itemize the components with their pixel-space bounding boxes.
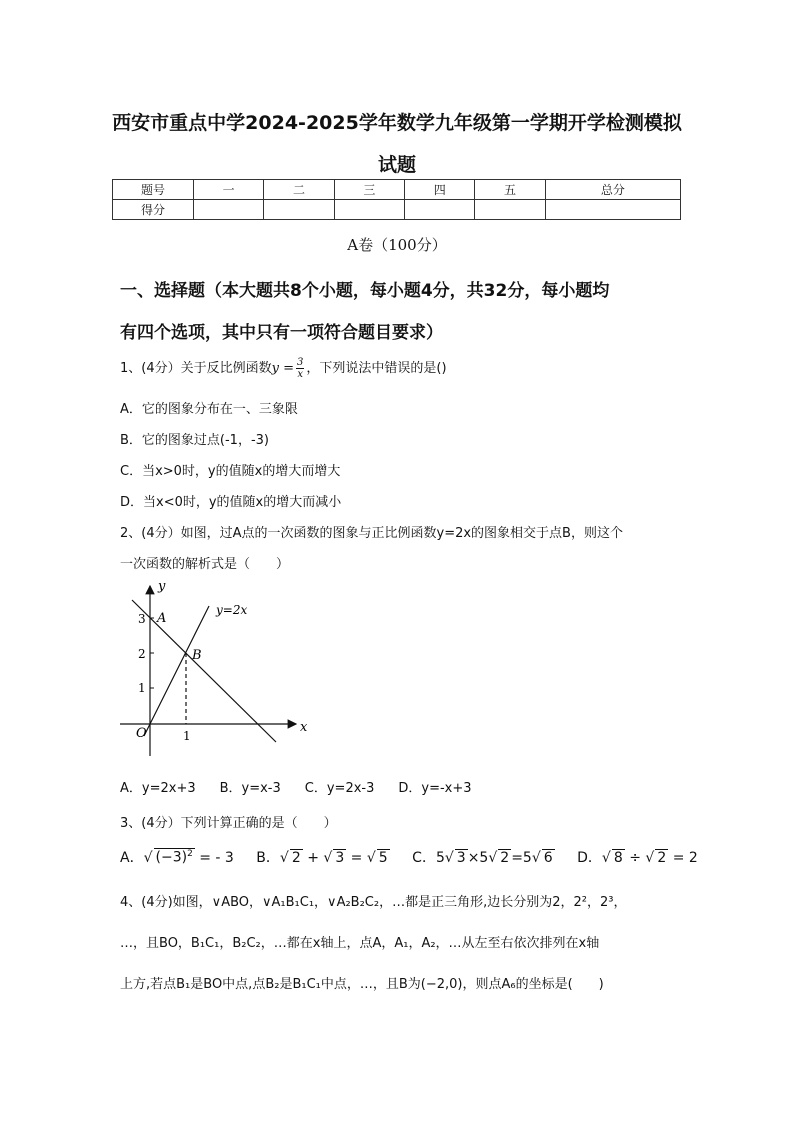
exam-title-line1: 西安市重点中学2024-2025学年数学九年级第一学期开学检测模拟: [112, 112, 682, 134]
tick-y-label: 1: [138, 681, 146, 695]
q1-frac-num: 3: [297, 357, 304, 368]
origin-label: O: [136, 726, 147, 741]
q3-c-radicand-3: 6: [543, 850, 553, 866]
q2-option-c[interactable]: C．y=2x-3: [304, 781, 375, 796]
tick-y-label: 2: [138, 647, 146, 661]
q4-stem-line2: …，且BO，B₁C₁，B₂C₂，…都在x轴上，点A，A₁，A₂，…从左至右依次排列在x轴: [120, 936, 600, 951]
score-cell[interactable]: [475, 200, 545, 220]
q3-d-eq: = 2: [672, 850, 698, 866]
q1-prefix: 1、(4分）关于反比例函数: [120, 361, 272, 376]
q3-a-exponent: 2: [187, 849, 193, 860]
score-cell[interactable]: [334, 200, 404, 220]
score-row-label: 得分: [113, 200, 194, 220]
score-cell[interactable]: [545, 200, 680, 220]
tick-y-label: 3: [138, 612, 146, 626]
score-cell[interactable]: [194, 200, 264, 220]
q3-d-radicand-2: 2: [657, 850, 667, 866]
exam-title-line2: 试题: [377, 154, 416, 176]
y-axis-label: y: [158, 579, 166, 594]
q3-d-radicand-1: 8: [613, 850, 623, 866]
q3-c-mid: ×5: [467, 850, 489, 866]
q3-options: [120, 847, 698, 867]
q1-frac-den: x: [297, 369, 303, 380]
q1-suffix: ，下列说法中错误的是(): [306, 361, 447, 376]
q2-stem-line1: 2、(4分）如图，过A点的一次函数的图象与正比例函数y=2x的图象相交于点B，则这个: [120, 526, 623, 541]
q3-c-radicand-1: 3: [456, 850, 466, 866]
q4-stem-line1: 4、(4分)如图，∨ABO，∨A₁B₁C₁，∨A₂B₂C₂，…都是正三角形,边长分别为2，2²，2³，: [120, 895, 627, 910]
point-b-label: B: [192, 648, 202, 663]
q3-c-radicand-2: 2: [500, 850, 510, 866]
q2-option-a[interactable]: A．y=2x+3: [120, 781, 196, 796]
q3-option-a-label: A．: [120, 850, 144, 866]
q3-option-b-label: B．: [256, 850, 280, 866]
score-header-cell: 总分: [545, 180, 680, 200]
x-axis-label: x: [300, 720, 308, 735]
score-cell[interactable]: [264, 200, 334, 220]
q2-stem-line2: 一次函数的解析式是（ ）: [120, 557, 290, 572]
line-y-2x: [144, 606, 209, 736]
score-header-cell: 题号: [113, 180, 194, 200]
score-header-cell: 二: [264, 180, 334, 200]
line-ab: [132, 600, 276, 742]
q3-option-d[interactable]: [577, 847, 698, 867]
q3-option-c[interactable]: [412, 847, 555, 867]
q1-option-a[interactable]: A．它的图象分布在一、三象限: [120, 402, 298, 417]
q1-option-c[interactable]: C．当x>0时，y的值随x的增大而增大: [120, 464, 341, 479]
q1-fraction: [296, 357, 304, 380]
score-table: [112, 179, 681, 220]
q1-func-lhs: y =: [271, 361, 294, 376]
score-header-cell: 三: [334, 180, 404, 200]
sqrt-symbol: √: [488, 850, 498, 866]
q3-option-d-label: D．: [577, 850, 602, 866]
q3-a-result: = - 3: [199, 850, 234, 866]
q3-option-a[interactable]: [120, 847, 234, 867]
q2-options: [120, 777, 496, 796]
q4-stem-line3: 上方,若点B₁是BO中点,点B₂是B₁C₁中点，…，且B为(−2,0)，则点A₆的坐标是( ): [120, 977, 604, 992]
part1-heading-line2: 有四个选项，其中只有一项符合题目要求）: [120, 323, 443, 343]
score-header-cell: 五: [475, 180, 545, 200]
q2-option-d[interactable]: D．y=-x+3: [398, 781, 472, 796]
q1-option-b[interactable]: B．它的图象过点(-1，-3): [120, 433, 269, 448]
sqrt-symbol: √: [323, 850, 333, 866]
q1-option-d[interactable]: D．当x<0时，y的值随x的增大而减小: [120, 495, 342, 510]
q2-option-b[interactable]: B．y=x-3: [219, 781, 281, 796]
score-header-cell: 一: [194, 180, 264, 200]
q3-a-radicand: [154, 848, 195, 866]
sqrt-symbol: √: [645, 850, 655, 866]
score-table-score-row: [113, 200, 681, 220]
q3-stem: 3、(4分）下列计算正确的是（ ）: [120, 816, 337, 831]
sqrt-symbol: √: [366, 850, 376, 866]
sqrt-symbol: √: [601, 850, 611, 866]
q3-a-inner: (−3): [155, 850, 188, 866]
q3-b-radicand-3: 5: [378, 850, 388, 866]
sqrt-symbol: √: [279, 850, 289, 866]
tick-x-label: 1: [183, 729, 191, 743]
q3-option-b[interactable]: B．√ 2 + √ 3 = √ 5: [256, 850, 388, 866]
score-cell[interactable]: [405, 200, 475, 220]
q2-graph: [112, 574, 312, 766]
sqrt-symbol: √: [444, 850, 454, 866]
q1-stem: [120, 357, 447, 380]
point-a-label: A: [157, 611, 167, 626]
score-header-cell: 四: [405, 180, 475, 200]
part1-heading-line1: 一、选择题（本大题共8个小题，每小题4分，共32分，每小题均: [120, 281, 610, 301]
q3-c-eq: =5: [511, 850, 532, 866]
score-table-header-row: [113, 180, 681, 200]
q3-d-op: ÷: [629, 850, 641, 866]
q3-b-radicand-2: 3: [335, 850, 345, 866]
section-a-title: A卷（100分）: [347, 236, 447, 254]
q3-b-radicand-1: 2: [291, 850, 301, 866]
line-label-y-2x: y=2x: [216, 603, 248, 617]
sqrt-symbol: √: [143, 850, 153, 866]
q3-option-c-label: C．5: [412, 850, 445, 866]
sqrt-symbol: √: [531, 850, 541, 866]
